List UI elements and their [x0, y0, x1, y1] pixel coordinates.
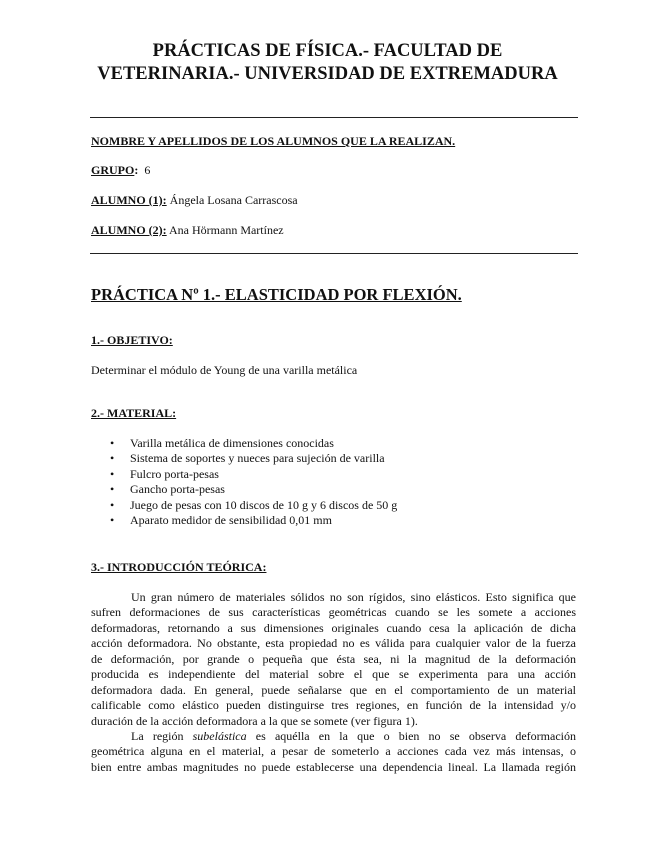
- header-title-line-2: VETERINARIA.- UNIVERSIDAD DE EXTREMADURA: [97, 64, 558, 84]
- material-item: • Sistema de soportes y nueces para sujeción de varilla: [110, 451, 385, 466]
- group-value: 6: [144, 163, 151, 177]
- student-1-name: Ángela Losana Carrascosa: [169, 193, 298, 207]
- paragraph-line: deformadora dada. En general, puede señalarse que en el comportamiento de un material: [91, 682, 576, 697]
- student-2-label: ALUMNO (2):: [91, 223, 167, 237]
- paragraph-line: Un gran número de materiales sólidos no son rígidos, sino elásticos. Esto significa que: [131, 590, 576, 604]
- student-1-line: [91, 193, 298, 207]
- paragraph-line: de deformación, por grande o pequeña que ésta sea, ni la magnitud de la deformación: [91, 651, 576, 666]
- paragraph-line: La región subelástica es aquélla en la que o bien no se observa deformación: [131, 729, 576, 743]
- introduction-paragraph-1: [91, 590, 576, 729]
- paragraph-line: sufren deformaciones de sus características geométricas cuando se les somete a acciones: [91, 605, 576, 620]
- paragraph-line: acción deformadora. No obstante, esta propiedad no es válida para cualquier valor de la fuerza: [91, 636, 576, 651]
- bullet-icon: •: [110, 512, 115, 527]
- paragraph-line: producida es independiente del material sobre el que se experimenta para una acción: [91, 667, 576, 682]
- material-item: • Fulcro porta-pesas: [110, 466, 219, 481]
- paragraph-line: bien entre ambas magnitudes no puede establecerse una dependencia lineal. La llamada región: [91, 759, 576, 774]
- paragraph-line: geométrica alguna en el material, a pesar de someterlo a acciones cada vez más intensas, o: [91, 744, 576, 759]
- material-item: • Gancho porta-pesas: [110, 482, 225, 497]
- paragraph-line: deformadoras, retornando a sus dimensiones originales cuando cesa la aplicación de dicha: [91, 620, 576, 635]
- paragraph-line: duración de la acción deformadora a la que se somete (ver figura 1).: [91, 713, 418, 728]
- horizontal-rule-top: [90, 117, 578, 118]
- material-item: • Juego de pesas con 10 discos de 10 g y 6 discos de 50 g: [110, 497, 398, 512]
- paragraph-line: calificable como elástico pueden distinguirse tres regiones, en función de la intensidad y/o: [91, 698, 576, 713]
- introduction-paragraph-2: [91, 729, 576, 775]
- header-title-line-1: PRÁCTICAS DE FÍSICA.- FACULTAD DE: [152, 41, 503, 61]
- material-item: • Aparato medidor de sensibilidad 0,01 mm: [110, 512, 332, 527]
- student-1-label: ALUMNO (1):: [91, 193, 167, 207]
- objective-heading: 1.- OBJETIVO:: [91, 333, 173, 347]
- group-label: GRUPO: [91, 163, 135, 177]
- bullet-icon: •: [110, 497, 115, 512]
- student-2-line: [91, 223, 284, 237]
- material-item: • Varilla metálica de dimensiones conocidas: [110, 436, 334, 450]
- group-line: GRUPO: 6: [91, 163, 151, 177]
- material-heading: 2.- MATERIAL:: [91, 406, 177, 420]
- bullet-icon: •: [110, 451, 115, 466]
- horizontal-rule-bottom: [90, 253, 578, 254]
- practice-title: PRÁCTICA Nº 1.- ELASTICIDAD POR FLEXIÓN.: [91, 285, 462, 304]
- introduction-heading: 3.- INTRODUCCIÓN TEÓRICA:: [91, 560, 267, 574]
- objective-text: Determinar el módulo de Young de una varilla metálica: [91, 363, 358, 377]
- students-heading: NOMBRE Y APELLIDOS DE LOS ALUMNOS QUE LA REALIZAN.: [91, 134, 456, 148]
- bullet-icon: •: [110, 466, 115, 481]
- bullet-icon: •: [110, 482, 115, 497]
- student-2-name: Ana Hörmann Martínez: [169, 223, 284, 237]
- bullet-icon: •: [110, 436, 115, 450]
- subelastic-term: subelástica: [192, 729, 247, 743]
- material-list: [110, 436, 397, 528]
- document-header-title: [60, 40, 595, 86]
